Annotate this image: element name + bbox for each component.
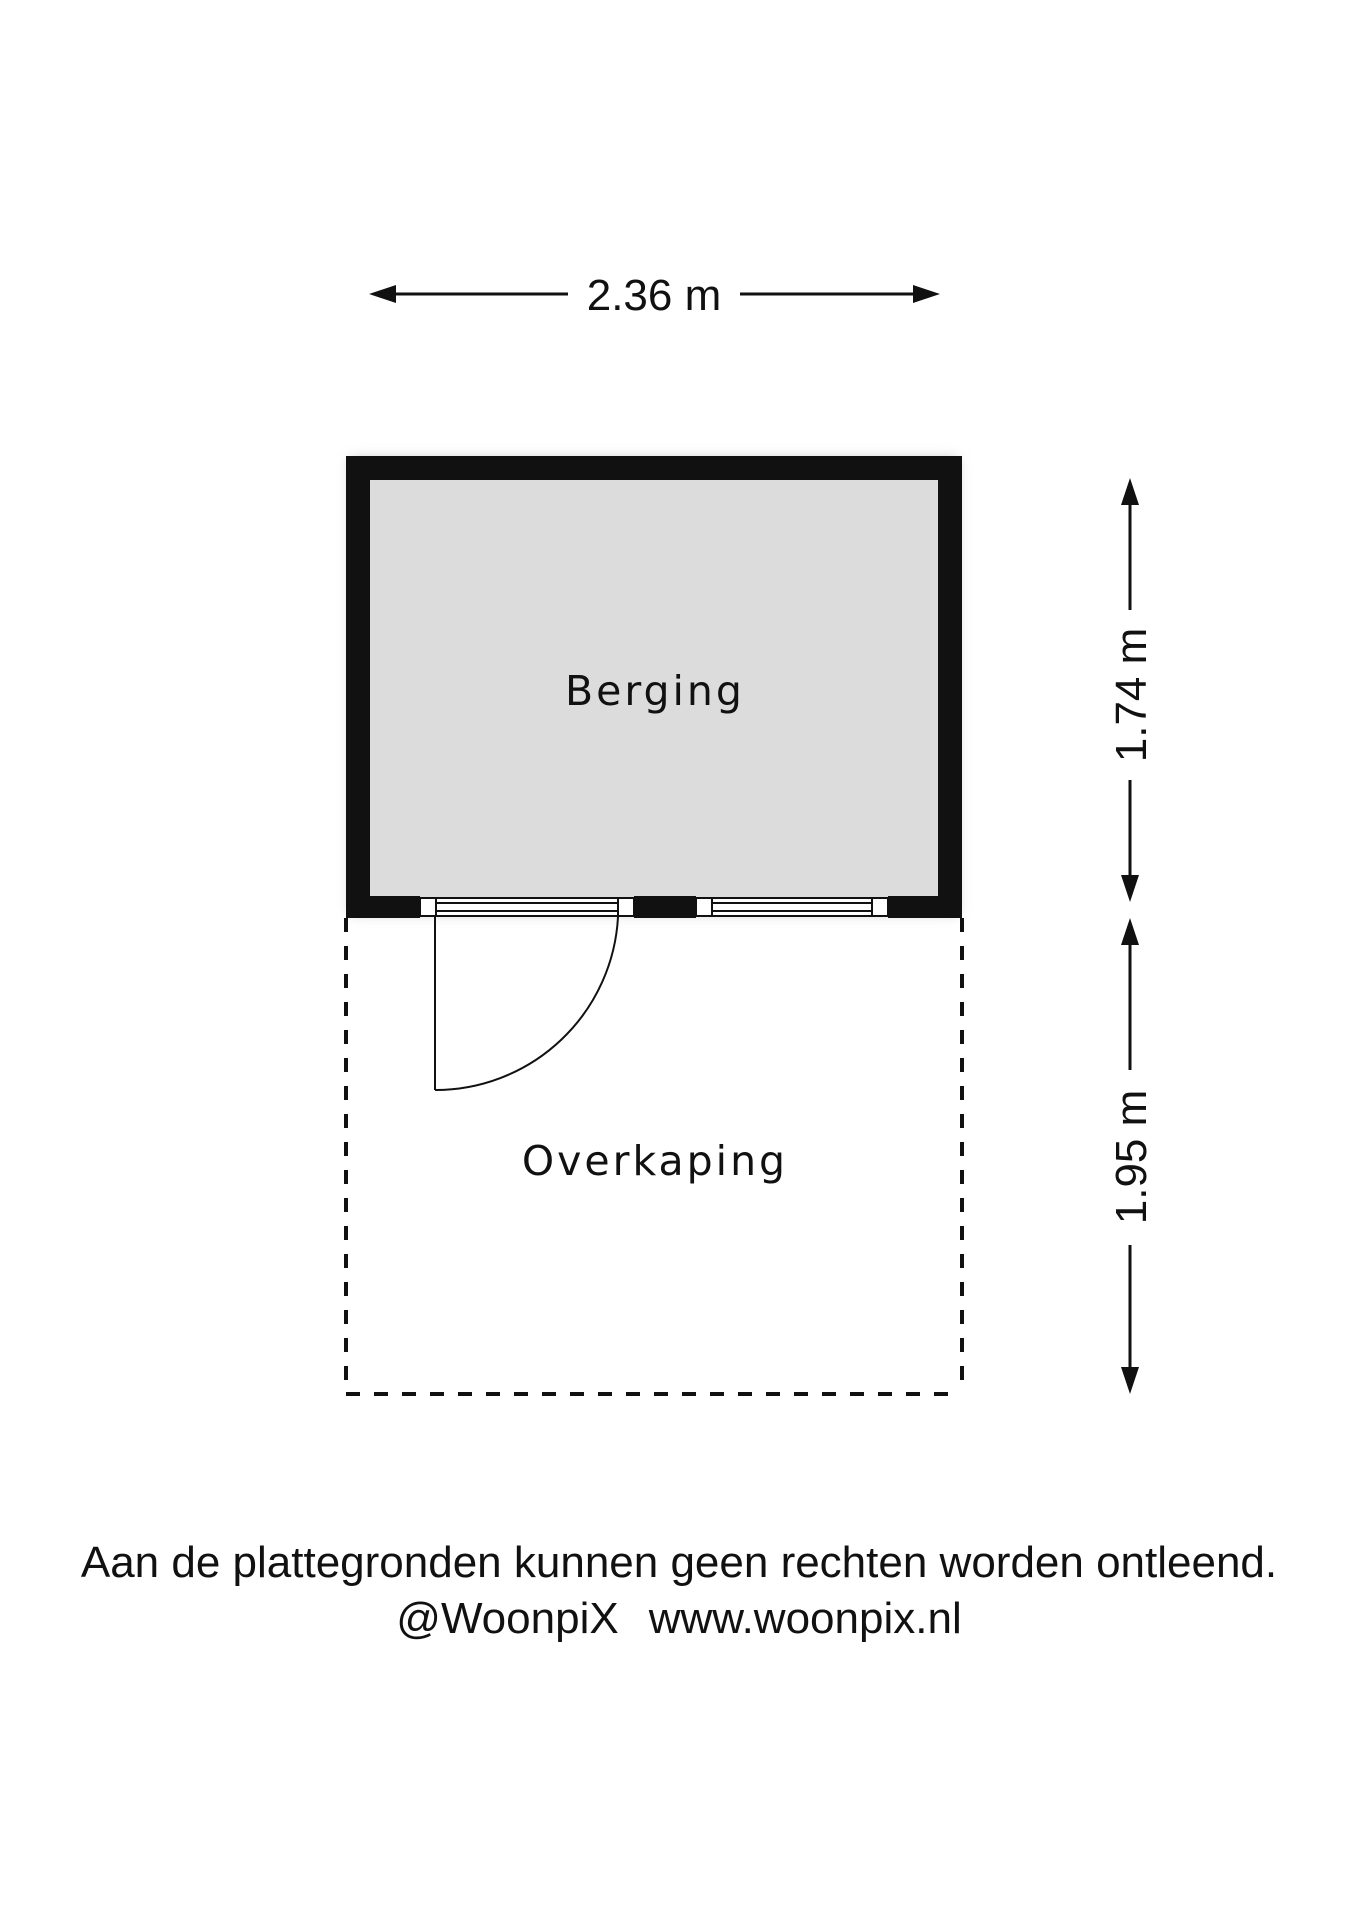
wall-front-left [346, 896, 420, 918]
berging-label: Berging [565, 667, 745, 715]
width-dimension-label: 2.36 m [586, 271, 722, 320]
arrow-down-icon [1121, 875, 1139, 902]
window-frame [696, 898, 888, 916]
overkaping-label: Overkaping [521, 1137, 789, 1185]
width-dimension [369, 271, 940, 320]
arrow-down-icon [1121, 1367, 1139, 1394]
window [696, 898, 888, 916]
berging-depth-dimension [1107, 478, 1156, 902]
disclaimer-text: Aan de plattegronden kunnen geen rechten worden ontleend. [80, 1538, 1278, 1587]
door-frame [420, 898, 634, 916]
overkaping-depth-label: 1.95 m [1107, 1089, 1156, 1225]
wall-left [346, 456, 370, 918]
door [420, 898, 634, 1090]
door-swing-arc [435, 917, 618, 1090]
credit-line [0, 1591, 1358, 1647]
copyright-text: @WoonpiX [396, 1594, 619, 1643]
wall-top [346, 456, 962, 480]
wall-right [938, 456, 962, 918]
wall-front-middle [634, 896, 696, 918]
arrow-right-icon [913, 285, 940, 303]
overkaping-depth-dimension [1107, 918, 1156, 1394]
arrow-up-icon [1121, 918, 1139, 945]
website-link[interactable]: www.woonpix.nl [648, 1594, 962, 1643]
berging-depth-label: 1.74 m [1107, 627, 1156, 763]
arrow-left-icon [369, 285, 396, 303]
arrow-up-icon [1121, 478, 1139, 505]
wall-front-right [888, 896, 962, 918]
